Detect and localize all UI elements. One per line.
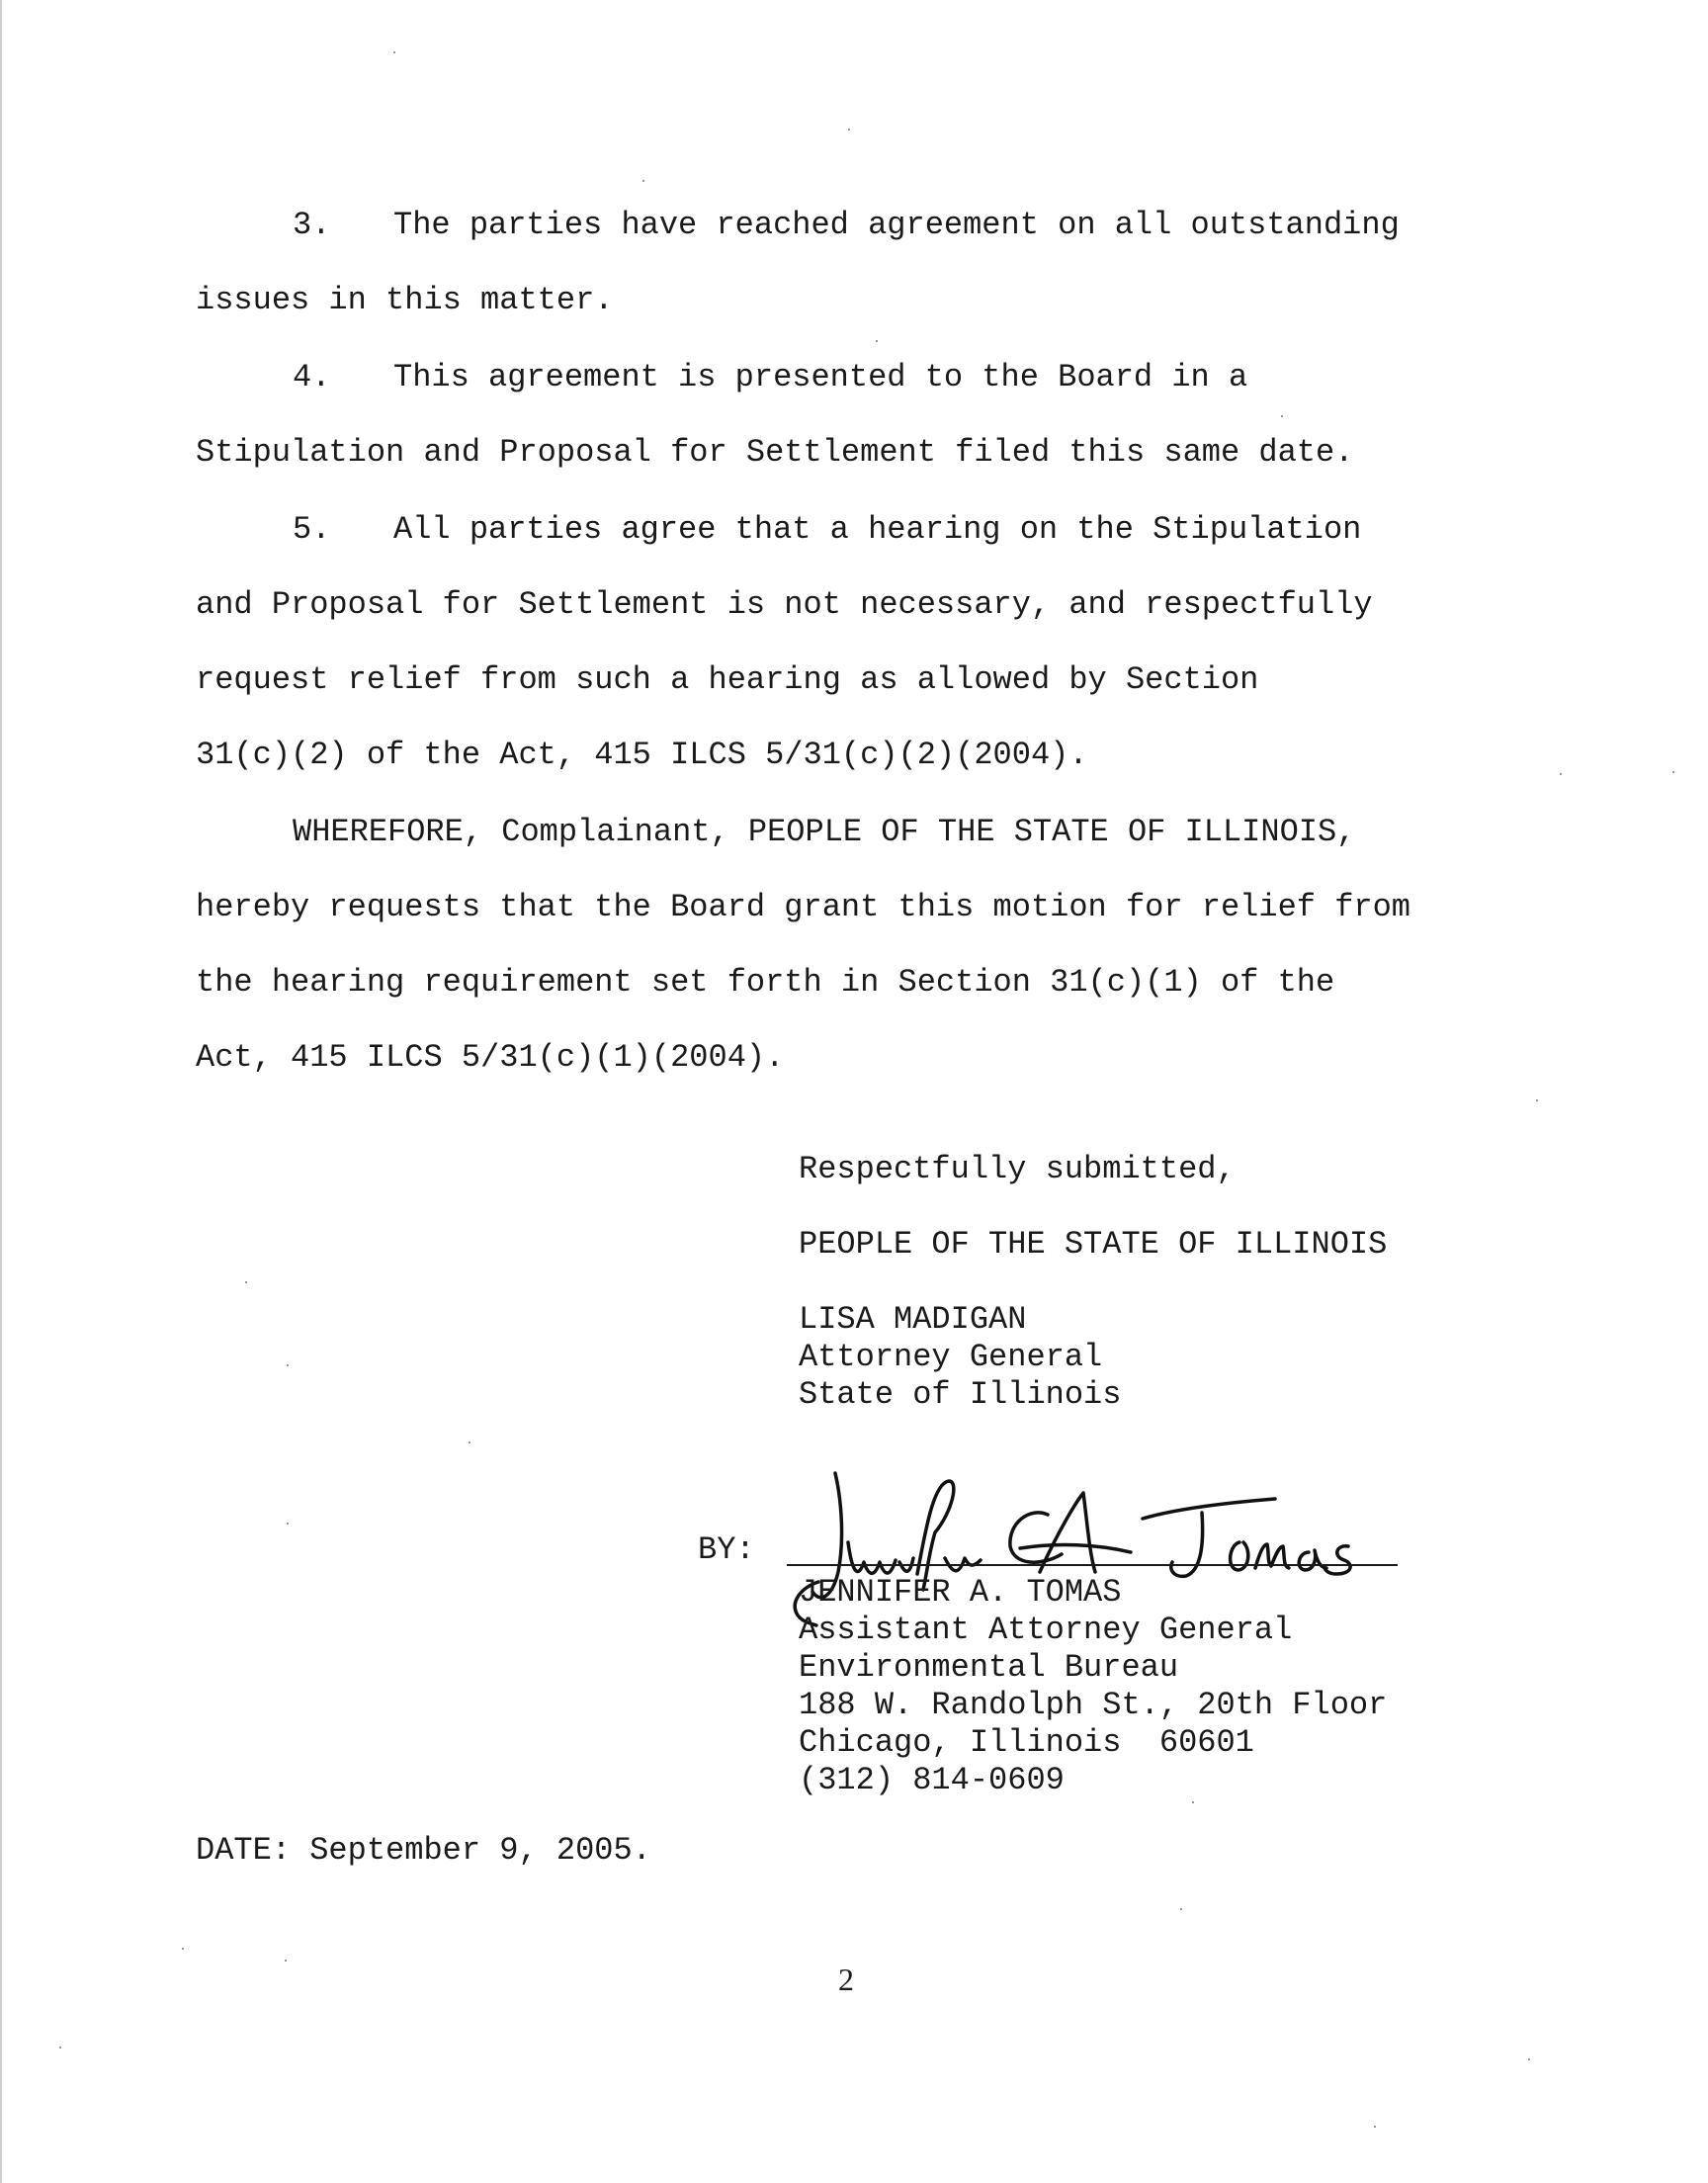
scan-speck xyxy=(848,129,850,131)
scan-speck xyxy=(245,1281,247,1283)
paragraph-4-line-2: Stipulation and Proposal for Settlement filed this same date. xyxy=(196,434,1354,471)
scan-speck xyxy=(1672,771,1674,773)
bureau: Environmental Bureau xyxy=(799,1649,1179,1686)
scan-speck xyxy=(876,340,878,342)
closing: Respectfully submitted, xyxy=(799,1151,1236,1187)
wherefore-line-3: the hearing requirement set forth in Section 31(c)(1) of the xyxy=(196,964,1335,1001)
wherefore-line-4: Act, 415 ILCS 5/31(c)(1)(2004). xyxy=(196,1039,785,1076)
signer-name: JENNIFER A. TOMAS xyxy=(799,1574,1122,1611)
scan-speck xyxy=(1192,1801,1194,1803)
paragraph-4-number: 4. xyxy=(293,359,331,395)
paragraph-5-text: All parties agree that a hearing on the Stipulation xyxy=(393,511,1362,548)
paragraph-5-line-2: and Proposal for Settlement is not necessary, and respectfully xyxy=(196,586,1373,623)
paragraph-3-line-1 xyxy=(293,206,1400,245)
scan-speck xyxy=(1281,415,1283,417)
page-number: 2 xyxy=(838,1962,854,1997)
address-city: Chicago, Illinois 60601 xyxy=(799,1724,1254,1761)
paragraph-5-line-1 xyxy=(293,510,1361,550)
attorney-general-name: LISA MADIGAN xyxy=(799,1301,1027,1338)
scan-speck xyxy=(287,1523,289,1525)
scan-speck xyxy=(393,51,395,53)
scan-speck xyxy=(1180,1908,1182,1910)
wherefore-line-1: WHEREFORE, Complainant, PEOPLE OF THE STATE OF ILLINOIS, xyxy=(293,814,1356,850)
scan-speck xyxy=(1536,1099,1538,1101)
phone-number: (312) 814-0609 xyxy=(799,1762,1065,1798)
scan-speck xyxy=(182,1948,184,1950)
signature-line xyxy=(787,1564,1398,1566)
paragraph-4-line-1 xyxy=(293,358,1247,397)
scan-speck xyxy=(642,180,644,182)
page-edge xyxy=(0,0,2,2183)
by-label: BY: xyxy=(698,1531,755,1568)
scan-speck xyxy=(469,1441,470,1443)
attorney-general-state: State of Illinois xyxy=(799,1376,1122,1413)
paragraph-3-text: The parties have reached agreement on all outstanding xyxy=(393,207,1400,243)
paragraph-3-number: 3. xyxy=(293,207,331,243)
signer-title: Assistant Attorney General xyxy=(799,1612,1293,1648)
scan-speck xyxy=(1560,773,1562,775)
paragraph-4-text: This agreement is presented to the Board in a xyxy=(393,359,1248,395)
paragraph-5-line-4: 31(c)(2) of the Act, 415 ILCS 5/31(c)(2)(2004). xyxy=(196,737,1088,773)
party-name: PEOPLE OF THE STATE OF ILLINOIS xyxy=(799,1226,1388,1263)
paragraph-5-line-3: request relief from such a hearing as allowed by Section xyxy=(196,661,1259,698)
paragraph-5-number: 5. xyxy=(293,511,331,548)
scan-speck xyxy=(287,1364,289,1366)
wherefore-line-2: hereby requests that the Board grant this motion for relief from xyxy=(196,889,1410,925)
paragraph-3-line-2: issues in this matter. xyxy=(196,282,614,318)
attorney-general-title: Attorney General xyxy=(799,1339,1103,1375)
address-street: 188 W. Randolph St., 20th Floor xyxy=(799,1687,1388,1723)
scan-speck xyxy=(59,2047,61,2049)
date-line: DATE: September 9, 2005. xyxy=(196,1832,651,1869)
scan-speck xyxy=(285,1960,287,1962)
scan-speck xyxy=(1374,2126,1376,2128)
scan-speck xyxy=(1528,2058,1530,2060)
